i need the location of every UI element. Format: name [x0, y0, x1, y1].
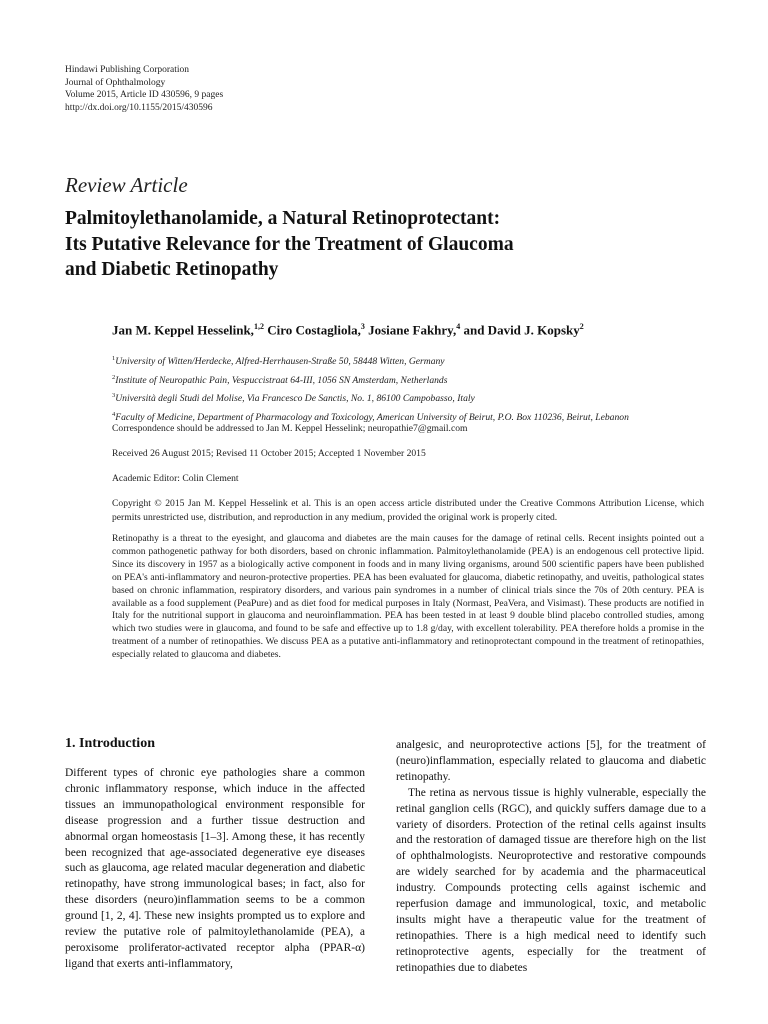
- author-affiliation-mark: 4: [456, 322, 461, 331]
- author-affiliation-mark: 2: [579, 322, 584, 331]
- title-line: Palmitoylethanolamide, a Natural Retinoprotectant:: [65, 208, 501, 229]
- title-line: Its Putative Relevance for the Treatment of Glaucoma: [65, 233, 514, 255]
- affiliation: [112, 388, 629, 407]
- author-list: [112, 322, 584, 338]
- affiliation-number: 1: [112, 355, 116, 362]
- author-name: Josiane Fakhry,: [368, 322, 457, 338]
- abstract: Retinopathy is a threat to the eyesight, and glaucoma and diabetes are the main causes for the damage of retinal cells. Recent insights pointed out a common pathogenetic pathway for both disorders, based on chronic inflammation. Palmitoylethanolamide (PEA) is an endogenous cell protective lipid. Since its discovery in 1957 as a biologically active component in foods and in many living organisms, around 500 scientific papers have been published on PEA's anti-inflammatory and neuron-protective properties. PEA has been evaluated for glaucoma, diabetic retinopathy, and uveitis, pathological states based on chronic inflammation, respiratory disorders, and various pain syndromes in a number of clinical trials since the 70s of 20th century. PEA is available as a food supplement (PeaPure) and as diet food for medical purposes in Italy (Normast, PeaVera, and Visimast). These products are notified in Italy for the nutritional support in glaucoma and neuroinflammation. PEA has been tested in at least 9 double blind placebo controlled studies, among which two studies were in glaucoma, and found to be safe and effective up to 1.8 g/day, with excellent tolerability. PEA therefore holds a promise in the treatment of a number of retinopathies. We discuss PEA as a putative anti-inflammatory and retinoprotectant compound in the treatment of retinopathies, especially related to glaucoma and diabetes.: [112, 533, 704, 661]
- affiliation-number: 4: [112, 411, 116, 419]
- affiliation: [112, 351, 629, 370]
- affiliation-number: 3: [112, 392, 116, 400]
- affiliation: [112, 370, 629, 389]
- dates-line: Received 26 August 2015; Revised 11 October 2015; Accepted 1 November 2015: [112, 448, 426, 459]
- journal-header: [65, 64, 223, 114]
- body-paragraph: The retina as nervous tissue is highly vulnerable, especially the retinal ganglion cells (RGC), and quickly suffers damage due to a variety of disorders. Protection of the retinal cells against insults and the restoration of damaged tissue are therefore high on the list of ophthalmologists. Neuroprotective and restorative compounds are widely searched for by academia and the pharmaceutical industry. Compounds protecting cells against ischemic and reperfusion damage and immunological, toxic, and metabolic insults might have a therapeutic value for the treatment of retinopathies. There is a high medical need to identify such retinoprotective agents, especially for the treatment of retinopathies due to diabetes: [396, 786, 706, 974]
- academic-editor-line: Academic Editor: Colin Clement: [112, 473, 239, 484]
- section-heading: 1. Introduction: [65, 736, 155, 751]
- affiliation-text: University of Witten/Herdecke, Alfred-Herrhausen-Straße 50, 58448 Witten, Germany: [115, 356, 445, 368]
- journal-name: Journal of Ophthalmology: [65, 77, 166, 88]
- author-affiliation-mark: 3: [360, 322, 365, 331]
- copyright-notice: Copyright © 2015 Jan M. Keppel Hesselink et al. This is an open access article distributed under the Creative Commons Attribution License, which permits unrestricted use, distribution, and reproduction in any medium, provided the original work is properly cited.: [112, 498, 704, 523]
- article-type: Review Article: [65, 173, 188, 197]
- correspondence-line: Correspondence should be addressed to Jan M. Keppel Hesselink; neuropathie7@gmail.com: [112, 423, 468, 434]
- volume-info: Volume 2015, Article ID 430596, 9 pages: [65, 90, 224, 100]
- title-line: and Diabetic Retinopathy: [65, 259, 279, 280]
- publisher-name: Hindawi Publishing Corporation: [65, 65, 190, 75]
- author-name: Ciro Costagliola,: [267, 322, 361, 338]
- body-paragraph: analgesic, and neuroprotective actions [5], for the treatment of (neuro)inflammation, especially related to glaucoma and diabetic retinopathy.: [396, 739, 706, 783]
- body-paragraph: Different types of chronic eye pathologies share a common chronic inflammatory response, which induce in the affected tissues an immunopathological environment responsible for disease progression and a further tissue destruction and abnormal organ homeostasis [1–3]. Among these, it has recently been recognized that age-associated degenerative eye diseases such as glaucoma, age related macular degeneration and diabetic retinopathy, have strong immunological bases; in fact, also for these disorders (neuro)inflammation seems to be a common ground [1, 2, 4]. These new insights prompted us to explore and review the putative role of palmitoylethanolamide (PEA), a peroxisome proliferator-activated receptor alpha (PPAR-α) ligand that exerts anti-inflammatory,: [65, 767, 365, 970]
- affiliation-list: [112, 351, 629, 426]
- doi-link[interactable]: http://dx.doi.org/10.1155/2015/430596: [65, 102, 213, 113]
- left-column: [65, 735, 365, 973]
- affiliation-number: 2: [112, 373, 116, 381]
- affiliation-text: Institute of Neuropathic Pain, Vespuccistraat 64-III, 1056 SN Amsterdam, Netherlands: [115, 374, 448, 386]
- author-name: and David J. Kopsky: [463, 322, 580, 338]
- affiliation-text: Università degli Studi del Molise, Via Francesco De Sanctis, No. 1, 86100 Campobasso, Italy: [115, 393, 475, 405]
- right-column: [396, 738, 706, 977]
- affiliation-text: Faculty of Medicine, Department of Pharmacology and Toxicology, American University of Beirut, P.O. Box 110236, Beirut, Lebanon: [115, 412, 629, 424]
- article-title: [65, 206, 705, 283]
- author-name: Jan M. Keppel Hesselink,: [112, 322, 254, 338]
- author-affiliation-mark: 1,2: [253, 322, 264, 331]
